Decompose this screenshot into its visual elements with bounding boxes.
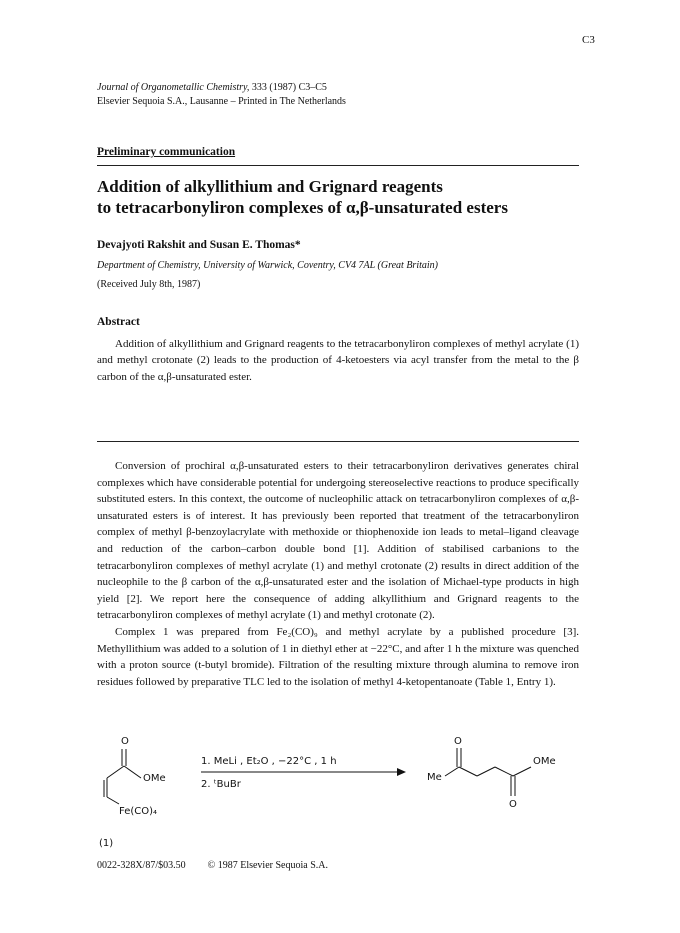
- product-ester-o: O: [509, 799, 517, 810]
- abstract-heading: Abstract: [97, 316, 140, 328]
- paragraph-2: Complex 1 was prepared from Fe₂(CO)₉ and methyl acrylate by a published procedure [3]. Methyllithium was added to a solution of 1 in diethyl ether at −22°C, and after 1 h the mixture was quenched with a proton source (t-butyl bromide). Filtration of the resulting mixture through alumina to remove iron residues followed by preparative TLC led to the isolation of methyl 4-ketopentanoate (Table 1, Entry 1).: [97, 625, 579, 688]
- footer-copyright: © 1987 Elsevier Sequoia S.A.: [207, 860, 328, 871]
- product-structure: [427, 736, 556, 810]
- journal-volume: 333 (1987) C3–C5: [249, 82, 327, 93]
- journal-citation: [97, 81, 346, 109]
- header-rule: [97, 165, 579, 166]
- section-label: Preliminary communication: [97, 146, 236, 158]
- reactant-iron-carbonyl: Fe(CO)₄: [119, 806, 158, 817]
- title-line-1: Addition of alkyllithium and Grignard reagents: [97, 177, 443, 196]
- publisher-line: Elsevier Sequoia S.A., Lausanne – Printed in The Netherlands: [97, 96, 346, 107]
- product-me: Me: [427, 772, 442, 783]
- arrow-head-icon: [397, 768, 406, 776]
- reactant-ome: OMe: [143, 773, 166, 784]
- authors: Devajyoti Rakshit and Susan E. Thomas*: [97, 239, 301, 251]
- footer-code: 0022-328X/87/$03.50: [97, 860, 186, 871]
- title-line-2: to tetracarbonyliron complexes of α,β-unsaturated esters: [97, 198, 508, 217]
- journal-name: Journal of Organometallic Chemistry,: [97, 82, 250, 93]
- compound-label-1: (1): [99, 838, 114, 849]
- reactant-carbonyl-o: O: [121, 736, 129, 747]
- abstract-body: Addition of alkyllithium and Grignard reagents to the tetracarbonyliron complexes of methyl acrylate (1) and methyl crotonate (2) leads to the production of 4-ketoesters via acyl transfer from the metal to the β carbon of the α,β-unsaturated ester.: [97, 338, 579, 383]
- journal-line-1: [97, 81, 346, 95]
- footer: [97, 860, 328, 871]
- reaction-scheme: [97, 734, 587, 849]
- page-number: C3: [582, 34, 595, 46]
- abstract-rule: [97, 441, 579, 442]
- body-text: [97, 458, 579, 690]
- abstract-text: [97, 336, 579, 385]
- paragraph-1: Conversion of prochiral α,β-unsaturated esters to their tetracarbonyliron derivatives generates chiral complexes which have considerable potential for undergoing stereoselective reactions to produce specifically substituted esters. In this context, the outcome of nucleophilic attack on tetracarbonyliron complexes of α,β-unsaturated esters is of interest. It has previously been reported that treatment of the tetracarbonyliron complex of methyl β-benzoylacrylate with methoxide or thiophenoxide ion leads to metal–ligand cleavage and reduction of the carbon–carbon double bond [1]. Addition of stabilised carbanions to the tetracarbonyliron complexes of methyl acrylate (1) and methyl crotonate (2) results in direct addition of the nucleophile to the β carbon of the α,β-unsaturated ester and the isolation of Michael-type products in high yield [2]. We report here the consequence of adding alkyllithium and Grignard reagents to the tetracarbonyliron complexes of methyl acrylate (1) and methyl crotonate (2).: [97, 460, 579, 622]
- reactant-structure: [99, 736, 166, 849]
- article-title: [97, 176, 597, 218]
- affiliation: Department of Chemistry, University of Warwick, Coventry, CV4 7AL (Great Britain): [97, 260, 438, 271]
- reagent-step-1: 1. MeLi , Et₂O , −22°C , 1 h: [201, 756, 337, 767]
- reagent-step-2: 2. ᵗBuBr: [201, 779, 241, 790]
- product-ketone-o: O: [454, 736, 462, 747]
- received-date: (Received July 8th, 1987): [97, 279, 201, 290]
- product-ome: OMe: [533, 756, 556, 767]
